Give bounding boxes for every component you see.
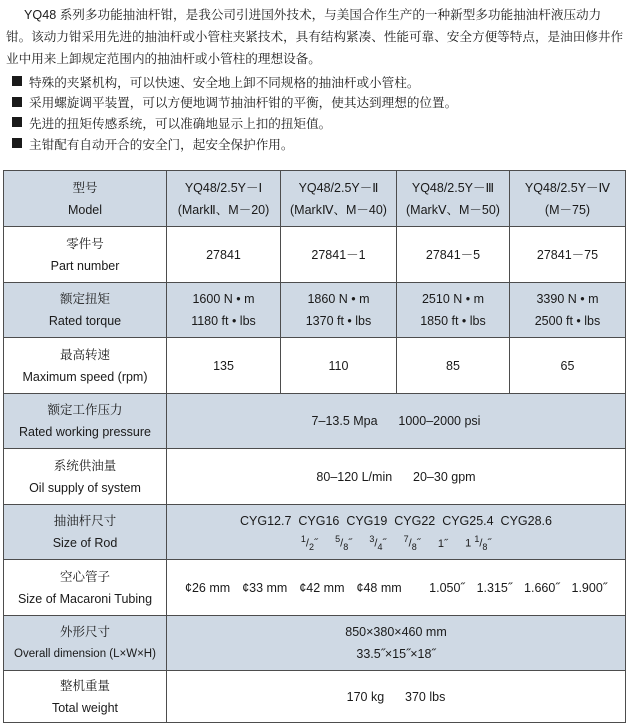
rod-size-cell: CYG12.7 CYG16 CYG19 CYG22 CYG25.4 CYG28.6 $^1/_2˝$ $^5/_8˝$ $^3/_4˝$ $^7/_8˝$ 1˝ 1 $^1/_8˝$ xyxy=(167,505,626,560)
speed-cell: 65 xyxy=(510,338,626,394)
part-number-cell: 27841－75 xyxy=(510,227,626,283)
row-label: 抽油杆尺寸 Size of Rod xyxy=(4,505,167,560)
feature-item: 先进的扭矩传感系统，可以准确地显示上扣的扭矩值。 xyxy=(12,112,622,133)
table-row-dimension xyxy=(4,616,626,671)
model-cell: YQ48/2.5Y－Ⅱ (MarkⅣ、M－40) xyxy=(281,171,397,227)
speed-cell: 110 xyxy=(281,338,397,394)
row-label: 额定扭矩 Rated torque xyxy=(4,283,167,338)
rod-fractions: $^1/_2˝$ $^5/_8˝$ $^3/_4˝$ $^7/_8˝$ 1˝ 1 $^1/_8˝$ xyxy=(300,534,492,553)
speed-cell: 85 xyxy=(397,338,510,394)
table-row-part-number xyxy=(4,227,626,283)
row-label: 空心管子 Size of Macaroni Tubing xyxy=(4,560,167,616)
dimension-cell: 850×380×460 mm 33.5˝×15˝×18˝ xyxy=(167,616,626,671)
model-cell: YQ48/2.5Y－Ⅲ (MarkⅤ、M－50) xyxy=(397,171,510,227)
table-row-model xyxy=(4,171,626,227)
bullet-square-icon xyxy=(12,138,22,148)
table-row-tubing xyxy=(4,560,626,616)
torque-cell: 1600 N • m 1180 ft • lbs xyxy=(167,283,281,338)
tubing-cell: ¢26 mm ¢33 mm ¢42 mm ¢48 mm 1.050˝ 1.315˝ 1.660˝ 1.900˝ xyxy=(167,560,626,616)
bullet-square-icon xyxy=(12,97,22,107)
table-row-max-speed xyxy=(4,338,626,394)
model-cell: YQ48/2.5Y－Ⅳ (M－75) xyxy=(510,171,626,227)
intro-paragraph: YQ48 系列多功能抽油杆钳，是我公司引进国外技术，与美国合作生产的一种新型多功能抽油杆液压动力钳。该动力钳采用先进的抽油杆或小管柱夹紧技术，具有结构紧凑、性能可靠、安全方便等特点，是油田修井作业中用来上卸规定范围内的抽油杆或小管柱的理想设备。 xyxy=(6,8,624,66)
speed-cell: 135 xyxy=(167,338,281,394)
table-row-rated-torque xyxy=(4,283,626,338)
feature-item: 采用螺旋调平装置，可以方便地调节抽油杆钳的平衡，使其达到理想的位置。 xyxy=(12,92,622,113)
part-number-cell: 27841 xyxy=(167,227,281,283)
row-label: 整机重量 Total weight xyxy=(4,671,167,723)
row-label: 零件号 Part number xyxy=(4,227,167,283)
feature-list xyxy=(12,71,622,153)
torque-cell: 3390 N • m 2500 ft • lbs xyxy=(510,283,626,338)
row-label: 型号 Model xyxy=(4,171,167,227)
row-label: 额定工作压力 Rated working pressure xyxy=(4,394,167,449)
feature-item: 主钳配有自动开合的安全门，起安全保护作用。 xyxy=(12,133,622,154)
torque-cell: 2510 N • m 1850 ft • lbs xyxy=(397,283,510,338)
table-row-oil-supply xyxy=(4,449,626,505)
part-number-cell: 27841－5 xyxy=(397,227,510,283)
bullet-square-icon xyxy=(12,117,22,127)
spec-table xyxy=(3,170,626,723)
row-label: 外形尺寸 Overall dimension (L×W×H) xyxy=(4,616,167,671)
model-cell: YQ48/2.5Y－Ⅰ (MarkⅡ、M－20) xyxy=(167,171,281,227)
table-row-weight xyxy=(4,671,626,723)
feature-item: 特殊的夹紧机构，可以快速、安全地上卸不同规格的抽油杆或小管柱。 xyxy=(12,71,622,92)
part-number-cell: 27841－1 xyxy=(281,227,397,283)
oil-supply-cell: 80–120 L/min 20–30 gpm xyxy=(167,449,626,505)
bullet-square-icon xyxy=(12,76,22,86)
row-label: 最高转速 Maximum speed (rpm) xyxy=(4,338,167,394)
table-row-working-pressure xyxy=(4,394,626,449)
weight-cell: 170 kg 370 lbs xyxy=(167,671,626,723)
pressure-cell: 7–13.5 Mpa 1000–2000 psi xyxy=(167,394,626,449)
row-label: 系统供油量 Oil supply of system xyxy=(4,449,167,505)
table-row-rod-size xyxy=(4,505,626,560)
torque-cell: 1860 N • m 1370 ft • lbs xyxy=(281,283,397,338)
